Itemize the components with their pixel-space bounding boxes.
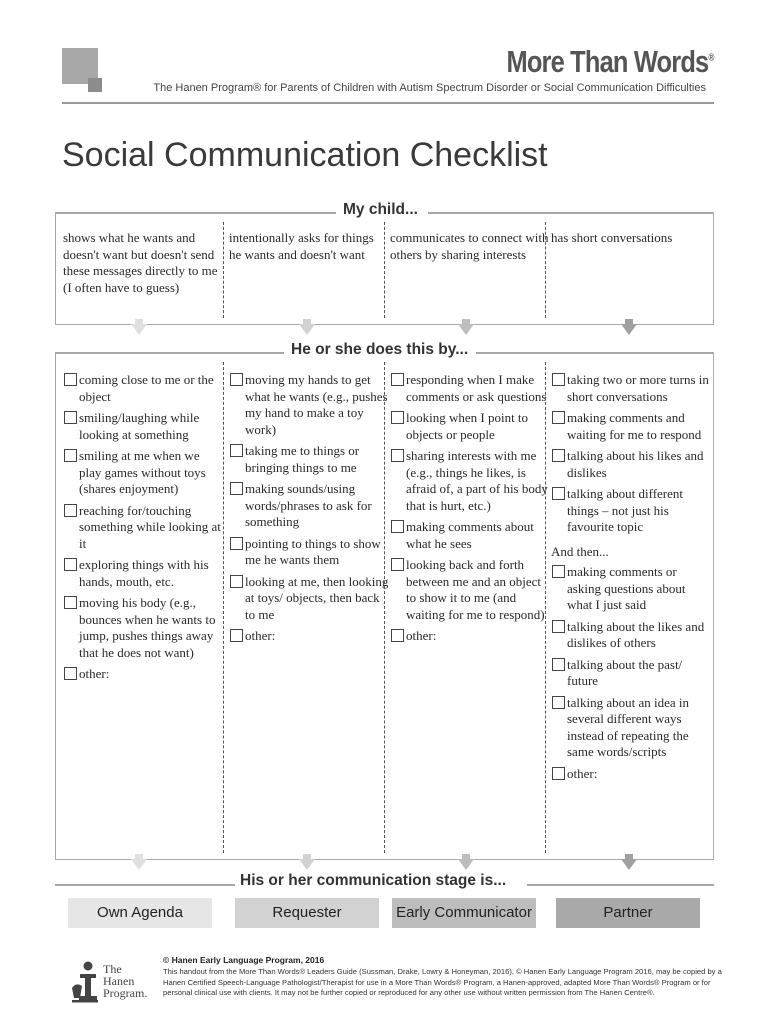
checklist-item[interactable]: sharing interests with me (e.g., things he likes, is afraid of, a part of his body that is hurt, etc.): [390, 448, 550, 514]
checklist-item[interactable]: pointing to things to show me he wants them: [229, 536, 389, 569]
checklist-item[interactable]: other:: [229, 628, 389, 645]
checkbox[interactable]: [552, 449, 565, 462]
checklist-item[interactable]: taking me to things or bringing things to me: [229, 443, 389, 476]
checkbox[interactable]: [230, 373, 243, 386]
stage-early-communicator[interactable]: Early Communicator: [392, 898, 536, 928]
checkbox[interactable]: [64, 596, 77, 609]
checklist-col-own-agenda: [63, 352, 223, 859]
checklist-item[interactable]: smiling at me when we play games without toys (shares enjoyment): [63, 448, 223, 498]
stage-partner[interactable]: Partner: [556, 898, 700, 928]
stage-heading: His or her communication stage is...: [240, 872, 507, 889]
stage-divider-left: [55, 884, 235, 886]
stage-col-partner: has short conversations: [551, 230, 673, 245]
checkbox[interactable]: [552, 487, 565, 500]
checklist-item[interactable]: coming close to me or the object: [63, 372, 223, 405]
checklist-item[interactable]: making comments and waiting for me to respond: [551, 410, 711, 443]
checkbox[interactable]: [230, 444, 243, 457]
checkbox[interactable]: [64, 558, 77, 571]
checklist-item[interactable]: talking about the past/ future: [551, 657, 711, 690]
column-divider: [545, 222, 546, 318]
checkbox[interactable]: [64, 504, 77, 517]
checklist-item[interactable]: talking about different things – not just his favourite topic: [551, 486, 711, 536]
checklist-item[interactable]: making sounds/using words/phrases to ask for something: [229, 481, 389, 531]
checkbox[interactable]: [391, 558, 404, 571]
stage-divider-right: [527, 884, 714, 886]
checkbox[interactable]: [552, 411, 565, 424]
stage-requester[interactable]: Requester: [235, 898, 379, 928]
checklist-item[interactable]: talking about the likes and dislikes of others: [551, 619, 711, 652]
checkbox[interactable]: [552, 373, 565, 386]
section-heading-my-child: My child...: [337, 201, 424, 219]
checklist-item[interactable]: making comments or asking questions about what I just said: [551, 564, 711, 614]
column-divider: [223, 222, 224, 318]
checkbox[interactable]: [391, 449, 404, 462]
checklist-item[interactable]: talking about an idea in several different ways instead of repeating the same words/scripts: [551, 695, 711, 761]
brand-title: More Than Words®: [506, 44, 714, 79]
logo-square-small: [88, 78, 102, 92]
checklist-item[interactable]: talking about his likes and dislikes: [551, 448, 711, 481]
checkbox[interactable]: [64, 449, 77, 462]
checklist-col-early-communicator: [390, 352, 550, 859]
checklist-item[interactable]: looking when I point to objects or people: [390, 410, 550, 443]
checkbox[interactable]: [391, 629, 404, 642]
column-divider: [384, 222, 385, 318]
checklist-item[interactable]: looking at me, then looking at toys/ objects, then back to me: [229, 574, 389, 624]
stage-col-own-agenda: shows what he wants and doesn't want but doesn't send these messages directly to me (I often have to guess): [63, 230, 218, 295]
checkbox[interactable]: [230, 629, 243, 642]
checkbox[interactable]: [230, 482, 243, 495]
checkbox[interactable]: [64, 373, 77, 386]
page-title: Social Communication Checklist: [62, 136, 548, 174]
checklist-item[interactable]: exploring things with his hands, mouth, etc.: [63, 557, 223, 590]
checkbox[interactable]: [552, 658, 565, 671]
checklist-col-partner: [551, 352, 711, 859]
checklist-item[interactable]: responding when I make comments or ask questions: [390, 372, 550, 405]
copyright-notice: © Hanen Early Language Program, 2016: [163, 955, 325, 965]
checkbox[interactable]: [552, 767, 565, 780]
checkbox[interactable]: [391, 520, 404, 533]
checkbox[interactable]: [230, 537, 243, 550]
checkbox[interactable]: [552, 565, 565, 578]
hanen-logo-text: The Hanen Program.: [103, 962, 148, 1000]
checklist-item[interactable]: moving my hands to get what he wants (e.g., pushes my hand to make a toy work): [229, 372, 389, 438]
checklist-item[interactable]: reaching for/touching something while looking at it: [63, 503, 223, 553]
my-child-box: [55, 201, 714, 325]
checkbox[interactable]: [391, 373, 404, 386]
checkbox[interactable]: [230, 575, 243, 588]
checklist-item[interactable]: moving his body (e.g., bounces when he wants to jump, pushes things away that he does not want): [63, 595, 223, 661]
section-heading-does-this-by: He or she does this by...: [285, 341, 474, 359]
stage-own-agenda[interactable]: Own Agenda: [68, 898, 212, 928]
checkbox[interactable]: [552, 696, 565, 709]
checklist-item[interactable]: making comments about what he sees: [390, 519, 550, 552]
does-this-by-box: [55, 341, 714, 860]
usage-fineprint: This handout from the More Than Words® Leaders Guide (Sussman, Drake, Lowry & Honeyman, 2016), © Hanen Early Language Program 2016, may be copied by a Hanen Certified Speech-Language Pathologist/Therapist for use in a More Than Words® Program, a Hanen-approved, adapted More Than Words® Program or for personal clinical use with clients. It may not be further copied or reproduced for any other use without written permission from The Hanen Centre®.: [163, 967, 722, 997]
column-divider: [384, 362, 385, 853]
and-then-label: And then...: [551, 543, 609, 559]
checkbox[interactable]: [64, 667, 77, 680]
checklist-item[interactable]: smiling/laughing while looking at something: [63, 410, 223, 443]
column-divider: [545, 362, 546, 853]
column-divider: [223, 362, 224, 853]
checklist-col-requester: [229, 352, 389, 859]
checkbox[interactable]: [391, 411, 404, 424]
checklist-item[interactable]: other:: [551, 766, 711, 783]
checkbox[interactable]: [64, 411, 77, 424]
checkbox[interactable]: [552, 620, 565, 633]
checklist-item[interactable]: other:: [63, 666, 223, 683]
tagline: The Hanen Program® for Parents of Children with Autism Spectrum Disorder or Social Communication Difficulties: [153, 82, 706, 94]
checklist-item[interactable]: other:: [390, 628, 550, 645]
stage-col-requester: intentionally asks for things he wants and doesn't want: [229, 230, 374, 262]
checklist-item[interactable]: looking back and forth between me and an object to show it to me (and waiting for me to respond): [390, 557, 550, 623]
stage-col-early-communicator: communicates to connect with others by sharing interests: [390, 230, 549, 262]
header-divider: [62, 102, 714, 104]
checklist-item[interactable]: taking two or more turns in short conversations: [551, 372, 711, 405]
